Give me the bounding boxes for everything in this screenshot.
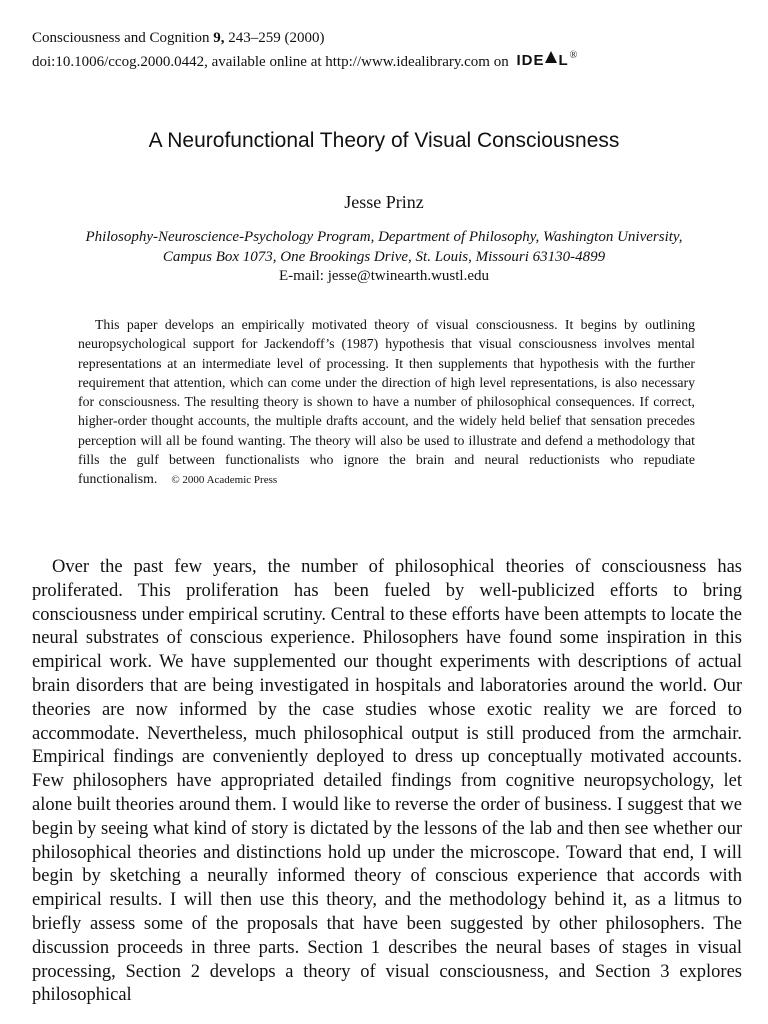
ideal-logo [516, 49, 578, 72]
abstract-text: This paper develops an empirically motivated theory of visual consciousness. It begins by outlining neuropsychological support for Jackendoff’s (1987) hypothesis that visual consciousness involves mental representations at an intermediate level of processing. It then supplements that hypothesis with the further requirement that attention, which can come under the direction of high level representations, is also necessary for consciousness. The resulting theory is shown to have a number of philosophical consequences. If correct, higher-order thought accounts, the multiple drafts account, and the widely held belief that sensation precedes perception will all be found wanting. The theory will also be used to illustrate and defend a methodology that fills the gulf between functionalists who ignore the brain and neural reductionists who repudiate functionalism. [78, 317, 695, 487]
copyright-notice: © 2000 Academic Press [171, 474, 278, 487]
author-name: Jesse Prinz [344, 192, 424, 212]
body-paragraph: Over the past few years, the number of philosophical theories of consciousness has proliferated. This proliferation has been fueled by well-publicized efforts to bring consciousness under empirical scrutiny. Central to these efforts have been attempts to locate the neural substrates of conscious experience. Philosophers have found some inspiration in this empirical work. We have supplemented our thought experiments with descriptions of actual brain disorders that are being investigated in hospitals and laboratories around the world. Our theories are now informed by the case studies whose exotic reality we are forced to accommodate. Nevertheless, much philosophical output is still produced from the armchair. Empirical findings are conveniently deployed to dress up conceptually motivated accounts. Few philosophers have appropriated detailed findings from cognitive neuropsychology, let alone built theories around them. I would like to reverse the order of business. I suggest that we begin by seeing what kind of story is dictated by the lessons of the lab and then see whether our philosophical theories and distinctions hold up under the microscope. Toward that end, I will begin by sketching a neurally informed theory of conscious experience that accords with empirical results. I will then use this theory, and the methodology behind it, as a litmus to briefly assess some of the proposals that have been suggested by other philosophers. The discussion proceeds in three parts. Section 1 describes the neural bases of stages in visual processing, Section 2 develops a theory of visual consciousness, and Section 3 explores philosophical [32, 557, 742, 1006]
registered-mark: ® [569, 50, 579, 61]
body-text [32, 556, 742, 1008]
abstract [78, 315, 695, 491]
paper-title: A Neurofunctional Theory of Visual Consciousness [148, 129, 620, 152]
journal-name: Consciousness and Cognition [32, 30, 210, 46]
ideal-logo-mark-icon [545, 51, 557, 63]
journal-pages-year: 243–259 (2000) [228, 30, 325, 46]
author-email: E-mail: jesse@twinearth.wustl.edu [278, 268, 489, 284]
ideal-logo-text-left: IDE [516, 52, 545, 69]
affiliation-line-2: Campus Box 1073, One Brookings Drive, St. Louis, Missouri 63130-4899 [162, 248, 606, 265]
affiliation-line-1: Philosophy-Neuroscience-Psychology Program, Department of Philosophy, Washington University, [85, 229, 683, 245]
ideal-logo-text-right: L [558, 52, 569, 69]
journal-header [32, 27, 578, 74]
doi-text: doi:10.1006/ccog.2000.0442, available online at http://www.idealibrary.com on [32, 54, 509, 70]
citation-line [32, 27, 578, 50]
doi-line [32, 50, 578, 74]
journal-volume: 9, [213, 30, 225, 46]
author-affiliation [0, 228, 768, 287]
